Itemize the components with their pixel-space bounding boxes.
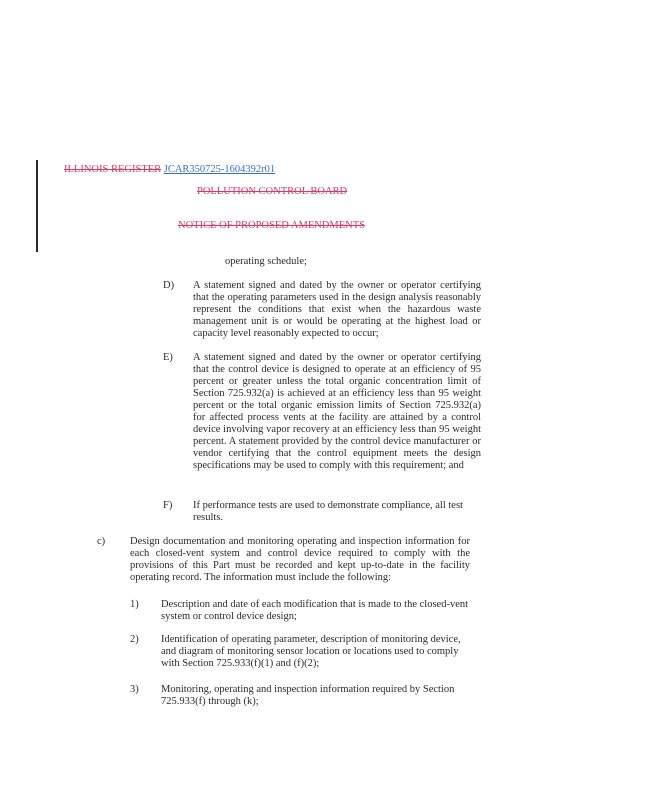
continuation-text: operating schedule; <box>225 256 307 267</box>
item-e-label: E) <box>163 352 173 363</box>
notice-header: NOTICE OF PROPOSED AMENDMENTS <box>178 220 365 231</box>
item-f-text: If performance tests are used to demonstrate compliance, all test results. <box>193 500 463 523</box>
subitem-1-text: Description and date of each modification that is made to the closed-vent system or control device design; <box>161 599 469 622</box>
section-c-text: Design documentation and monitoring operating and inspection information for each closed-vent system and control device required to comply with the provisions of this Part must be recorded and kept up-to-date in the facility operating record. The information must include the following: <box>130 536 470 583</box>
subitem-3-label: 3) <box>130 684 139 695</box>
register-header <box>64 164 275 176</box>
revision-change-bar <box>36 160 38 252</box>
subitem-3-text: Monitoring, operating and inspection information required by Section 725.933(f) through (k); <box>161 684 455 707</box>
agency-header: POLLUTION CONTROL BOARD <box>197 186 348 197</box>
subitem-2-text: Identification of operating parameter, description of monitoring device, and diagram of monitoring sensor location or locations used to comply with Section 725.933(f)(1) and (f)(2); <box>161 634 461 669</box>
section-c-label: c) <box>97 536 106 547</box>
item-e-text: A statement signed and dated by the owner or operator certifying that the control device is designed to operate at an efficiency of 95 percent or greater unless the total organic concentration limit of Section 725.932(a) is achieved at an efficiency less than 95 weight percent or the total organic emission limits of Section 725.932(a) for affected process vents at the facility are attained by a control device involving vapor recovery at an efficiency less than 95 weight percent. A statement provided by the control device manufacturer or vendor certifying that the control equipment meets the design specifications may be used to comply with this requirement; and <box>193 352 481 471</box>
register-inserted-text: JCAR350725-1604392r01 <box>163 164 276 175</box>
subitem-1-label: 1) <box>130 599 139 610</box>
register-deleted-text: ILLINOIS REGISTER <box>64 164 162 175</box>
item-d-label: D) <box>163 280 175 291</box>
subitem-2-label: 2) <box>130 634 139 645</box>
item-d-text: A statement signed and dated by the owner or operator certifying that the operating parameters used in the design analysis reasonably represent the conditions that exist when the hazardous waste management unit is or would be operating at the highest load or capacity level reasonably expected to occur; <box>193 280 481 339</box>
item-f-label: F) <box>163 500 173 511</box>
